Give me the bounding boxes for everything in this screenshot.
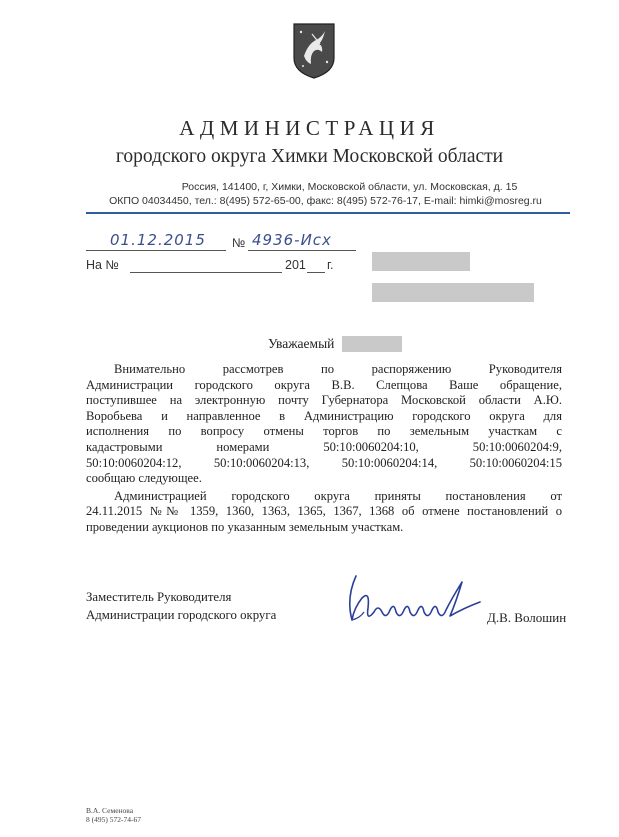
redacted-salutation-name (342, 336, 402, 352)
number-underline (248, 250, 356, 251)
body-line: проведении аукционов по указанным земельным участкам. (86, 519, 404, 534)
reply-to-label: На № (86, 258, 119, 272)
body-line: сообщаю следующее. (86, 471, 202, 486)
signatory-position (86, 588, 276, 624)
executor-phone: 8 (495) 572-74-67 (86, 815, 141, 824)
address-line: Россия, 141400, г, Химки, Московской области, ул. Московская, д. 15 (181, 181, 518, 193)
body-line: исполнения по вопросу отмены торгов по земельным участкам с (86, 424, 562, 439)
letter-body (86, 362, 562, 536)
body-line: Воробьева и направленное в Администрацию городского округа для (86, 408, 562, 423)
reply-number-underline (130, 272, 282, 273)
paragraph-2 (86, 489, 562, 536)
year-underline (307, 272, 325, 273)
header-divider (86, 212, 570, 214)
outgoing-number: 4936-Исх (252, 231, 332, 249)
body-line: поступившее на электронную почту Губернатора Московской области А.Ю. (86, 393, 562, 408)
paragraph-1 (86, 362, 562, 487)
date-underline (86, 250, 226, 251)
position-line: Администрации городского округа (86, 608, 277, 622)
year-label: 201 (285, 258, 306, 272)
signer-name: Д.В. Волошин (487, 610, 567, 625)
body-line: кадастровыми номерами 50:10:0060204:10, 50:10:0060204:9, (86, 439, 562, 454)
coat-of-arms-icon (292, 22, 336, 80)
executor-footer (86, 806, 141, 824)
executor-name: В.А. Семенова (86, 806, 134, 815)
year-suffix: г. (327, 258, 334, 272)
body-line: Администрации городского округа В.В. Слепцова Ваше обращение, (86, 377, 562, 392)
contacts-line: ОКПО 04034450, тел.: 8(495) 572-65-00, факс: 8(495) 572-76-17, E-mail: himki@mosreg.ru (109, 195, 542, 207)
number-label: № (232, 236, 246, 250)
outgoing-date: 01.12.2015 (110, 231, 206, 249)
body-line: 24.11.2015 №№ 1359, 1360, 1363, 1365, 1367, 1368 об отмене постановлений о (86, 504, 562, 519)
body-line: 50:10:0060204:12, 50:10:0060204:13, 50:10:0060204:14, 50:10:0060204:15 (86, 455, 562, 470)
body-line: Внимательно рассмотрев по распоряжению Руководителя (114, 362, 562, 376)
redacted-recipient-name (372, 252, 470, 271)
organization-title: АДМИНИСТРАЦИЯ (179, 116, 440, 140)
salutation: Уважаемый (268, 336, 335, 351)
handwritten-signature (338, 568, 488, 628)
body-line: Администрацией городского округа приняты постановления от (114, 488, 562, 503)
position-line: Заместитель Руководителя (86, 590, 232, 604)
redacted-recipient-address (372, 283, 534, 302)
organization-subtitle: городского округа Химки Московской области (115, 146, 504, 167)
